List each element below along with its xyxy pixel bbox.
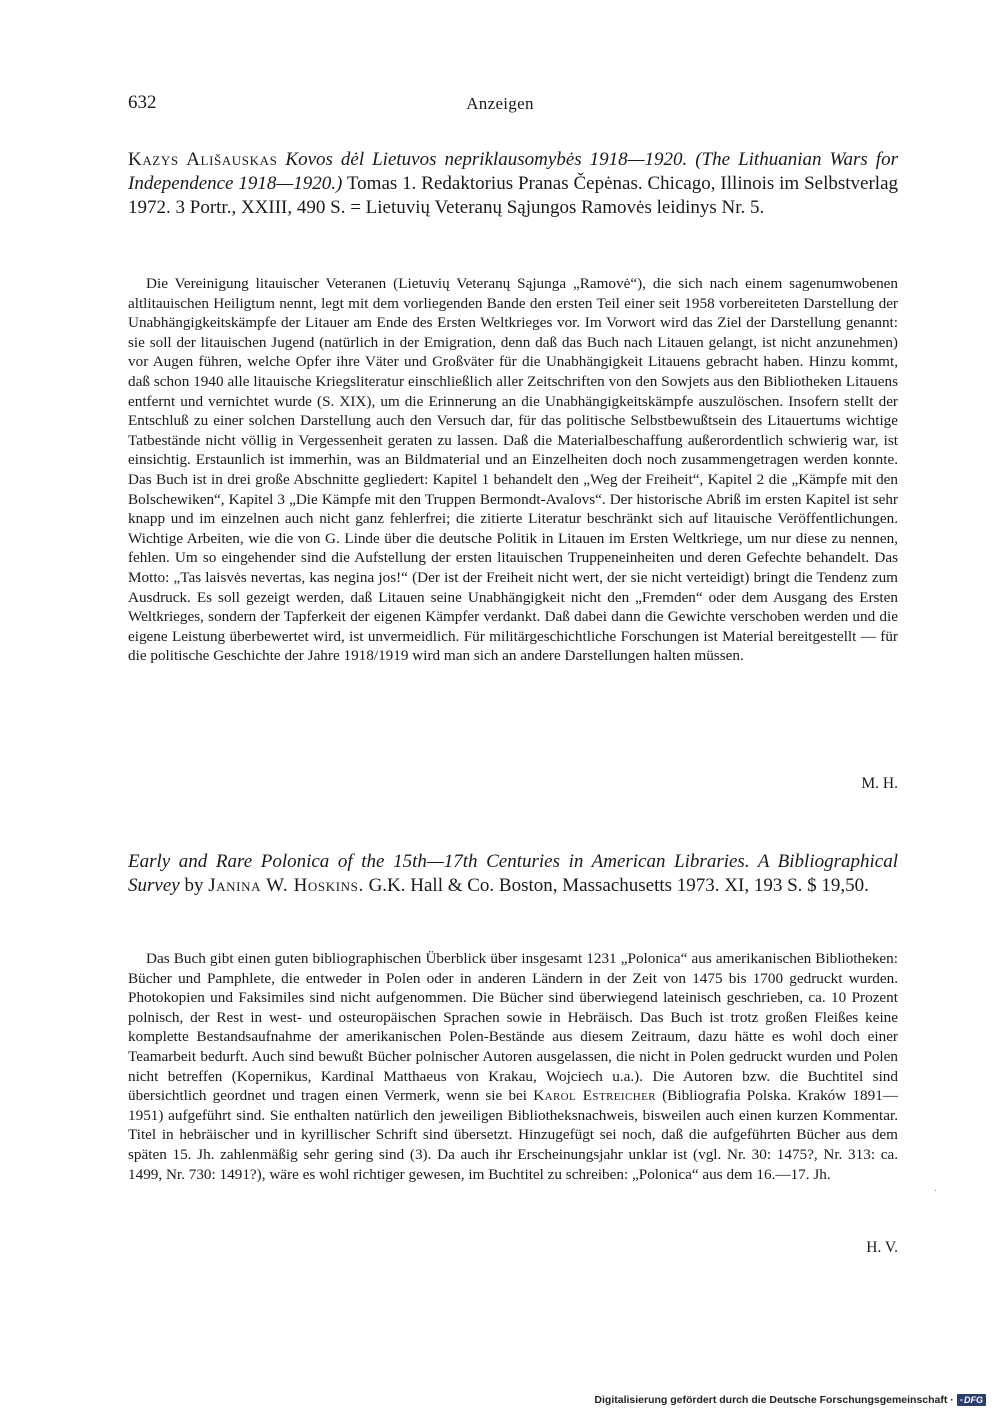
review-1-body bbox=[128, 274, 898, 666]
dfg-logo bbox=[957, 1394, 986, 1406]
review-2-author: Janina W. Hoskins. bbox=[208, 875, 364, 896]
review-1-author: Kazys Ališauskas bbox=[128, 149, 278, 170]
review-2-title: Early and Rare Polonica of the 15th—17th Centuries in American Libraries. A Bibliographical Survey bbox=[128, 851, 898, 896]
review-2-citation bbox=[128, 850, 898, 898]
review-1-paragraph: Die Vereinigung litauischer Veteranen (Lietuvių Veteranų Sąjunga „Ramovė“), die sich nach einem sagenumwobenen altlitauischen Heiligtum nennt, legt mit dem vorliegenden Bande den ersten Teil einer seit 1958 vorbereiteten Darstellung der Unabhängigkeitskämpfe der Litauer am Ende des Ersten Weltkrieges vor. Im Vorwort wird das Ziel der Darstellung genannt: sie soll der litauischen Jugend (natürlich in der Emigration, denn daß das Buch nach Litauen gelangt, ist nicht anzunehmen) vor Augen führen, welche Opfer ihre Väter und Großväter für die Unabhängigkeit Litauens gebracht haben. Hinzu kommt, daß schon 1940 alle litauische Kriegsliteratur einschließlich aller Zeitschriften von den Sowjets aus den Bibliotheken Litauens entfernt und vernichtet wurde (S. XIX), um die Erinnerung an die Unabhängigkeitskämpfe auszulöschen. Insofern stellt der Entschluß zu einer solchen Darstellung auch den Versuch dar, für das politische Selbstbewußtsein des Litauertums wichtige Tatbestände nicht völlig in Vergessenheit geraten zu lassen. Daß die Materialbeschaffung außerordentlich schwierig war, ist einsichtig. Erstaunlich ist immerhin, was an Bildmaterial und an Einzelheiten doch noch zusammengetragen werden konnte. Das Buch ist in drei große Abschnitte gegliedert: Kapitel 1 behandelt den „Weg der Freiheit“, Kapitel 2 die „Kämpfe mit den Bolschewiken“, Kapitel 3 „Die Kämpfe mit den Truppen Bermondt-Avalovs“. Der historische Abriß im ersten Kapitel ist sehr knapp und im einzelnen auch nicht ganz fehlerfrei; die zitierte Literatur beschränkt sich auf litauische Veröffentlichungen. Wichtige Arbeiten, wie die von G. Linde über die deutsche Politik in Litauen im Ersten Weltkriege, um nur diese zu nennen, fehlen. Um so eingehender sind die Aufstellung der ersten litauischen Truppeneinheiten und deren Gefechte behandelt. Das Motto: „Tas laisvės nevertas, kas negina jos!“ (Der ist der Freiheit nicht wert, der sie nicht verteidigt) bringt die Tendenz zum Ausdruck. Es soll gezeigt werden, daß Litauen seine Unabhängigkeit nicht den „Fremden“ oder dem Ausgang des Ersten Weltkrieges, sondern der Tapferkeit der eigenen Kämpfer verdankt. Daß dabei dann die Gewichte verschoben werden und die eigene Leistung überbewertet wird, ist unvermeidlich. Für militärgeschichtliche Forschungen ist Material bereitgestellt — für die politische Geschichte der Jahre 1918/1919 wird man sich an andere Darstellungen halten müssen. bbox=[128, 275, 898, 665]
funding-note: Digitalisierung gefördert durch die Deutsche Forschungsgemeinschaft · bbox=[594, 1394, 954, 1406]
review-2-reviewer: H. V. bbox=[866, 1239, 898, 1256]
review-2-body-part-1: Das Buch gibt einen guten bibliographischen Überblick über insgesamt 1231 „Polonica“ aus amerikanischen Bibliotheken: Bücher und Pamphlete, die entweder in Polen oder in anderen Ländern in der Zeit von 1475 bis 1700 gedruckt wurden. Photokopien und Faksimiles sind nicht aufgenommen. Die Bücher sind überwiegend lateinisch geschrieben, ca. 10 Prozent polnisch, der Rest in west- und osteuropäischen Sprachen sowie in Hebräisch. Das Buch ist trotz großen Fleißes keine komplette Bestandsaufnahme der amerikanischen Polen-Bestände aus diesem Zeitraum, dazu hätte es wohl doch einer Teamarbeit bedurft. Auch sind bewußt Bücher polnischer Autoren ausgelassen, die nicht in Polen gedruckt wurden und Polen nicht betreffen (Kopernikus, Kardinal Matthaeus von Krakau, Wojciech u.a.). Die Autoren bzw. die Buchtitel sind übersichtlich geordnet und tragen einen Vermerk, wenn sie bei bbox=[128, 950, 898, 1105]
review-1-reviewer: M. H. bbox=[861, 775, 898, 792]
review-1-title: Kovos dėl Lietuvos nepriklausomybės 1918—1920. (The Lithuanian Wars for Independence 1918—1920.) bbox=[128, 149, 898, 194]
review-2-by: by bbox=[184, 875, 204, 896]
review-2-body bbox=[128, 949, 898, 1184]
dfg-logo-icon: ▪ bbox=[959, 1395, 963, 1405]
review-1-bibliographic-details: Tomas 1. Redaktorius Pranas Čepėnas. Chicago, Illinois im Selbstverlag 1972. 3 Portr., XXIII, 490 S. = Lietuvių Veteranų Sąjungos Ramovės leidinys Nr. 5. bbox=[128, 173, 898, 218]
stray-mark: · bbox=[934, 1186, 938, 1197]
review-2-paragraph bbox=[128, 949, 898, 1184]
running-title: Anzeigen bbox=[466, 94, 534, 113]
review-2-body-part-2: (Bibliografia Polska. Kraków 1891—1951) aufgeführt sind. Sie enthalten natürlich den jeweiligen Bibliotheksnachweis, bisweilen auch einen kurzen Kommentar. Titel in hebräischer und in kyrillischer Schrift sind übersetzt. Hinzugefügt sei noch, daß die aufgeführten Bücher aus dem späten 15. Jh. zahlenmäßig sehr gering sind (3). Da auch ihr Erscheinungsjahr unklar ist (vgl. Nr. 30: 1475?, Nr. 313: ca. 1499, Nr. 730: 1491?), wäre es wohl richtiger gewesen, im Buchtitel zu schreiben: „Polonica“ aus dem 16.—17. Jh. bbox=[128, 1087, 899, 1183]
review-1-citation bbox=[128, 148, 898, 220]
review-2-cited-author: Karol Estreicher bbox=[533, 1087, 656, 1105]
review-2-bibliographic-details: G.K. Hall & Co. Boston, Massachusetts 1973. XI, 193 S. $ 19,50. bbox=[368, 875, 869, 896]
digitization-footer bbox=[594, 1394, 986, 1406]
dfg-logo-text: DFG bbox=[964, 1395, 983, 1405]
page-number: 632 bbox=[128, 92, 157, 113]
